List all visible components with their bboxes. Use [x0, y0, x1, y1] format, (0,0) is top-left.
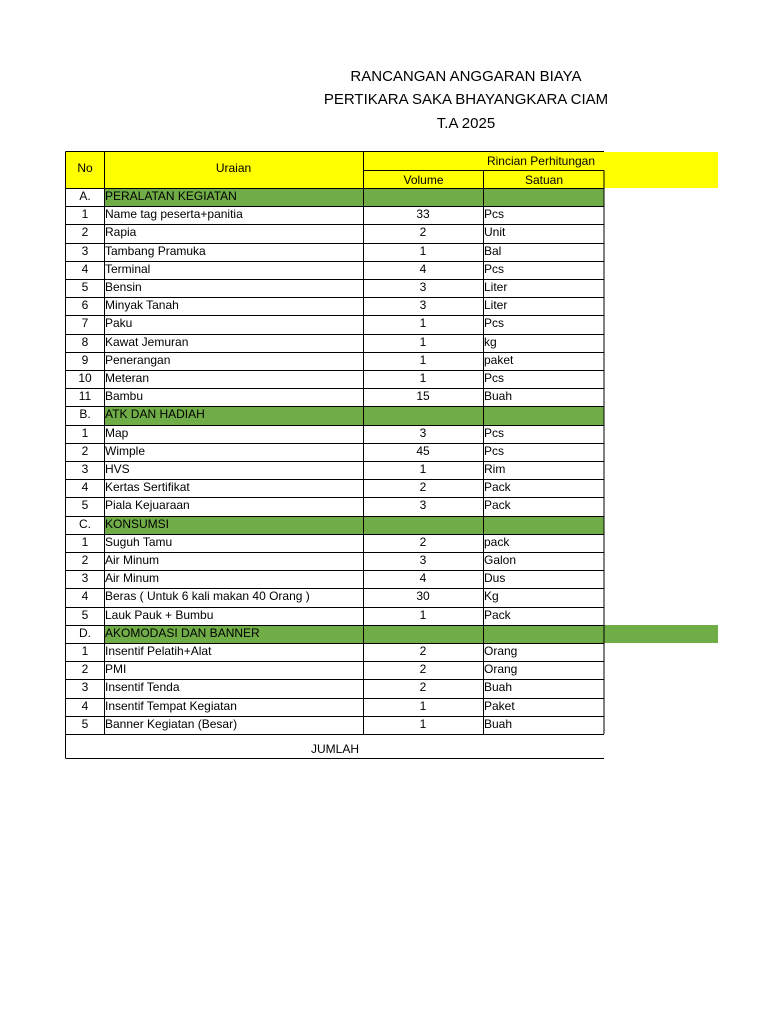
header-satuan: Satuan [524, 173, 564, 187]
item-volume: 3 [419, 298, 427, 313]
item-number: 5 [81, 607, 89, 622]
item-number: 5 [81, 280, 89, 294]
item-satuan: Unit [484, 225, 506, 240]
item-volume: 1 [419, 352, 427, 367]
item-satuan: Orang [484, 662, 518, 677]
jumlah-label: JUMLAH [310, 742, 359, 756]
item-satuan: Bal [484, 243, 502, 258]
section-code: C. [79, 516, 91, 531]
item-uraian: Wimple [105, 443, 146, 458]
item-volume: 4 [419, 261, 427, 276]
item-number: 1 [81, 644, 89, 658]
item-uraian: Name tag peserta+panitia [105, 207, 243, 222]
item-uraian: Map [105, 425, 129, 440]
header-volume: Volume [403, 173, 444, 187]
section-code: B. [79, 407, 91, 422]
item-uraian: Air Minum [105, 571, 160, 586]
item-number: 3 [81, 571, 89, 586]
item-volume: 3 [419, 280, 427, 294]
section-code: D. [79, 625, 91, 640]
item-uraian: Air Minum [105, 553, 160, 567]
item-uraian: Insentif Tenda [105, 680, 180, 695]
item-number: 3 [81, 243, 89, 258]
item-number: 4 [81, 698, 89, 713]
item-number: 8 [81, 334, 89, 349]
item-number: 3 [81, 462, 89, 476]
item-number: 4 [81, 589, 89, 604]
item-satuan: Pcs [484, 316, 505, 331]
item-volume: 2 [419, 644, 427, 658]
item-number: 11 [78, 389, 92, 404]
item-uraian: Bensin [105, 280, 142, 294]
item-satuan: kg [484, 334, 497, 349]
item-uraian: Paku [105, 316, 133, 331]
item-satuan: Paket [484, 698, 515, 713]
item-satuan: pack [484, 534, 510, 549]
item-uraian: Penerangan [105, 352, 171, 367]
item-satuan: Pcs [484, 261, 505, 276]
item-number: 2 [81, 443, 89, 458]
item-satuan: Pack [484, 480, 511, 495]
item-volume: 1 [419, 716, 427, 731]
item-volume: 1 [419, 607, 427, 622]
item-satuan: Pcs [484, 443, 505, 458]
item-satuan: Liter [484, 298, 508, 313]
item-number: 3 [81, 680, 89, 695]
item-volume: 2 [419, 680, 427, 695]
item-uraian: Terminal [105, 261, 151, 276]
section-title: AKOMODASI DAN BANNER [105, 625, 260, 640]
item-number: 4 [81, 261, 89, 276]
item-satuan: Buah [484, 680, 513, 695]
item-volume: 33 [416, 207, 430, 222]
item-satuan: Dus [484, 571, 506, 586]
item-uraian: Minyak Tanah [105, 298, 179, 313]
item-volume: 15 [416, 389, 430, 404]
item-volume: 1 [419, 316, 427, 331]
item-uraian: Bambu [105, 389, 144, 404]
item-number: 2 [81, 553, 89, 567]
item-satuan: Liter [484, 280, 508, 294]
item-uraian: Beras ( Untuk 6 kali makan 40 Orang ) [105, 589, 310, 604]
item-volume: 1 [419, 334, 427, 349]
section-code: A. [79, 189, 91, 203]
item-satuan: paket [484, 352, 514, 367]
item-satuan: Buah [484, 716, 513, 731]
item-uraian: Banner Kegiatan (Besar) [105, 716, 238, 731]
item-volume: 2 [419, 225, 427, 240]
item-number: 7 [81, 316, 89, 331]
item-uraian: Tambang Pramuka [105, 243, 206, 258]
item-number: 1 [81, 207, 89, 222]
item-satuan: Pack [484, 607, 511, 622]
item-volume: 1 [419, 698, 427, 713]
item-uraian: HVS [105, 462, 130, 476]
item-volume: 2 [419, 534, 427, 549]
item-volume: 2 [419, 480, 427, 495]
item-satuan: Pcs [484, 371, 505, 385]
item-uraian: Meteran [105, 371, 150, 385]
item-uraian: Insentif Tempat Kegiatan [105, 698, 237, 713]
item-number: 1 [81, 425, 89, 440]
item-volume: 2 [419, 662, 427, 677]
item-volume: 30 [416, 589, 430, 604]
section-title: KONSUMSI [105, 516, 170, 531]
item-uraian: Insentif Pelatih+Alat [105, 644, 212, 658]
item-number: 5 [81, 716, 89, 731]
header-rincian-perhitungan: Rincian Perhitungan [486, 154, 596, 168]
item-satuan: Orang [484, 644, 518, 658]
item-number: 2 [81, 225, 89, 240]
item-number: 6 [81, 298, 89, 313]
item-uraian: Rapia [105, 225, 137, 240]
item-volume: 1 [419, 243, 427, 258]
item-satuan: Rim [484, 462, 506, 476]
document-title-year: T.A 2025 [436, 115, 496, 132]
header-uraian: Uraian [215, 161, 252, 175]
item-uraian: Lauk Pauk + Bumbu [105, 607, 214, 622]
item-satuan: Buah [484, 389, 513, 404]
item-satuan: Galon [484, 553, 517, 567]
item-volume: 1 [419, 371, 427, 385]
item-volume: 45 [416, 443, 430, 458]
item-volume: 3 [419, 425, 427, 440]
item-satuan: Kg [484, 589, 499, 604]
header-no: No [77, 161, 93, 175]
item-satuan: Pack [484, 498, 511, 513]
item-volume: 4 [419, 571, 427, 586]
item-number: 2 [81, 662, 89, 677]
item-uraian: Piala Kejuaraan [105, 498, 190, 513]
document-title-line2: PERTIKARA SAKA BHAYANGKARA CIAM [323, 91, 609, 108]
document-title-line1: RANCANGAN ANGGARAN BIAYA [350, 68, 582, 85]
item-uraian: Suguh Tamu [105, 534, 173, 549]
item-uraian: PMI [105, 662, 127, 677]
item-volume: 1 [419, 462, 427, 476]
item-number: 4 [81, 480, 89, 495]
item-uraian: Kawat Jemuran [105, 334, 189, 349]
item-number: 1 [81, 534, 89, 549]
item-number: 10 [78, 371, 92, 385]
section-title: PERALATAN KEGIATAN [105, 189, 237, 203]
item-satuan: Pcs [484, 207, 505, 222]
item-uraian: Kertas Sertifikat [105, 480, 190, 495]
section-title: ATK DAN HADIAH [105, 407, 205, 422]
item-satuan: Pcs [484, 425, 505, 440]
item-volume: 3 [419, 498, 427, 513]
item-number: 9 [81, 352, 89, 367]
item-volume: 3 [419, 553, 427, 567]
item-number: 5 [81, 498, 89, 513]
